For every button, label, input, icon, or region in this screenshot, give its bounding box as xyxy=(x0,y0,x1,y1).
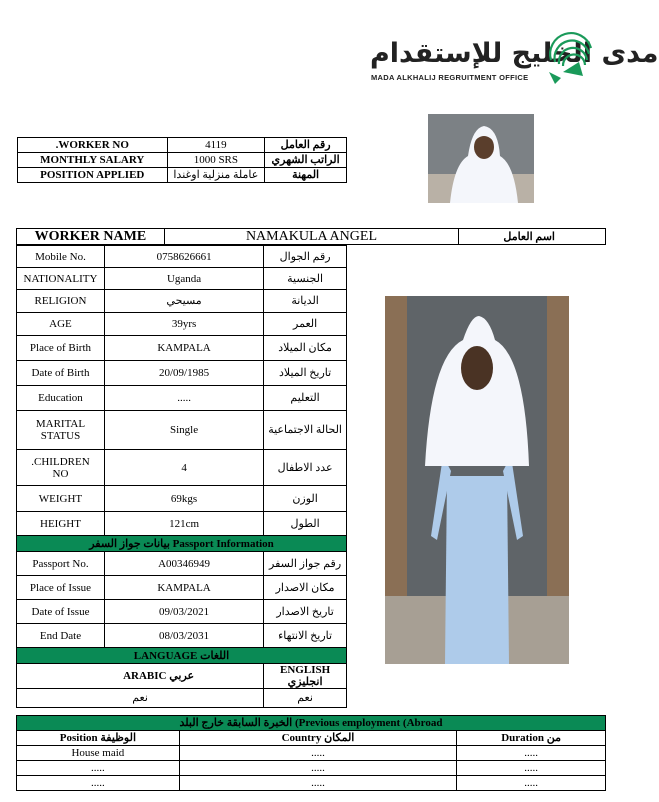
detail-value: ..... xyxy=(104,386,263,411)
previous-row xyxy=(17,761,606,776)
passport-row xyxy=(17,600,347,624)
passport-label-ar: رقم جواز السفر xyxy=(264,552,347,576)
passport-value: KAMPALA xyxy=(104,576,263,600)
detail-label-ar: الجنسية xyxy=(264,268,347,290)
detail-value: 0758626661 xyxy=(104,246,263,268)
passport-value: A00346949 xyxy=(104,552,263,576)
detail-label: AGE xyxy=(17,313,105,336)
passport-label-ar: مكان الاصدار xyxy=(264,576,347,600)
detail-label-ar: الطول xyxy=(264,512,347,536)
detail-label-ar: الحالة الاجتماعية xyxy=(264,411,347,450)
summary-row xyxy=(18,168,347,183)
passport-label: Passport No. xyxy=(17,552,105,576)
previous-header-position: Position الوظيفة xyxy=(17,731,180,746)
detail-row xyxy=(17,386,347,411)
summary-label: MONTHLY SALARY xyxy=(18,153,168,168)
worker-photo-large xyxy=(385,296,569,664)
detail-label-ar: تاريخ الميلاد xyxy=(264,361,347,386)
detail-label: Education xyxy=(17,386,105,411)
summary-value: 1000 SRS xyxy=(167,153,265,168)
previous-duration: ..... xyxy=(457,776,606,791)
detail-value: 4 xyxy=(104,450,263,486)
previous-country: ..... xyxy=(179,761,456,776)
detail-label: RELIGION xyxy=(17,290,105,313)
detail-label-ar: رقم الجوال xyxy=(264,246,347,268)
summary-label-ar: رقم العامل xyxy=(265,138,347,153)
detail-label: NATIONALITY xyxy=(17,268,105,290)
summary-row xyxy=(18,153,347,168)
passport-row xyxy=(17,552,347,576)
passport-label: End Date xyxy=(17,624,105,648)
summary-value: 4119 xyxy=(167,138,265,153)
passport-label-ar: تاريخ الاصدار xyxy=(264,600,347,624)
summary-label: .WORKER NO xyxy=(18,138,168,153)
summary-label-ar: المهنة xyxy=(265,168,347,183)
previous-country: ..... xyxy=(179,746,456,761)
detail-label: Place of Birth xyxy=(17,336,105,361)
summary-value: عاملة منزلية اوغندا xyxy=(167,168,265,183)
previous-row xyxy=(17,776,606,791)
passport-label: Date of Issue xyxy=(17,600,105,624)
detail-label-ar: الوزن xyxy=(264,486,347,512)
passport-row xyxy=(17,624,347,648)
detail-label-ar: التعليم xyxy=(264,386,347,411)
company-logo-icon xyxy=(543,32,599,88)
summary-label-ar: الراتب الشهري xyxy=(265,153,347,168)
detail-value: 39yrs xyxy=(104,313,263,336)
detail-label: Date of Birth xyxy=(17,361,105,386)
language-section-title: LANGUAGE اللغات xyxy=(17,648,347,664)
detail-row xyxy=(17,411,347,450)
previous-duration: ..... xyxy=(457,746,606,761)
language-arabic-value: نعم xyxy=(17,689,264,708)
detail-value: KAMPALA xyxy=(104,336,263,361)
detail-row xyxy=(17,313,347,336)
summary-table xyxy=(17,137,347,183)
detail-row xyxy=(17,290,347,313)
worker-name-label: WORKER NAME xyxy=(17,229,165,245)
worker-details-table xyxy=(16,245,347,708)
passport-section-title: بيانات جواز السفر Passport Information xyxy=(17,536,347,552)
language-english-label: ENGLISH انجليزي xyxy=(264,664,347,689)
summary-label: POSITION APPLIED xyxy=(18,168,168,183)
language-english-value: نعم xyxy=(264,689,347,708)
detail-value: Uganda xyxy=(104,268,263,290)
detail-row xyxy=(17,361,347,386)
detail-label-ar: عدد الاطفال xyxy=(264,450,347,486)
language-arabic-label: ARABIC عربي xyxy=(17,664,264,689)
passport-label-ar: تاريخ الانتهاء xyxy=(264,624,347,648)
previous-header-duration: Duration من xyxy=(457,731,606,746)
detail-value: 20/09/1985 xyxy=(104,361,263,386)
detail-label: .CHILDREN NO xyxy=(17,450,105,486)
detail-value: 69kgs xyxy=(104,486,263,512)
detail-label: Mobile No. xyxy=(17,246,105,268)
company-logo-arabic: مدى الخليج للإستقدام xyxy=(370,38,659,69)
company-logo-english: MADA ALKHALIJ REGRUITMENT OFFICE xyxy=(371,73,529,82)
detail-label: WEIGHT xyxy=(17,486,105,512)
detail-row xyxy=(17,268,347,290)
passport-label: Place of Issue xyxy=(17,576,105,600)
passport-value: 09/03/2021 xyxy=(104,600,263,624)
worker-name-value: NAMAKULA ANGEL xyxy=(164,229,458,245)
detail-row xyxy=(17,246,347,268)
detail-row xyxy=(17,486,347,512)
detail-row xyxy=(17,450,347,486)
previous-employment-title: الخبرة السابقة خارج البلد (Previous employment (Abroad xyxy=(17,716,606,731)
passport-row xyxy=(17,576,347,600)
worker-photo-small xyxy=(428,114,534,203)
detail-label: MARITAL STATUS xyxy=(17,411,105,450)
previous-position: ..... xyxy=(17,761,180,776)
summary-row xyxy=(18,138,347,153)
previous-employment-table xyxy=(16,715,606,791)
detail-value: Single xyxy=(104,411,263,450)
detail-row xyxy=(17,336,347,361)
detail-label-ar: الديانة xyxy=(264,290,347,313)
previous-header-country: Country المكان xyxy=(179,731,456,746)
worker-name-label-ar: اسم العامل xyxy=(459,229,606,245)
detail-label: HEIGHT xyxy=(17,512,105,536)
detail-label-ar: مكان الميلاد xyxy=(264,336,347,361)
previous-duration: ..... xyxy=(457,761,606,776)
worker-name-table xyxy=(16,228,606,245)
previous-position: ..... xyxy=(17,776,180,791)
detail-label-ar: العمر xyxy=(264,313,347,336)
previous-position: House maid xyxy=(17,746,180,761)
passport-value: 08/03/2031 xyxy=(104,624,263,648)
detail-value: مسيحي xyxy=(104,290,263,313)
previous-row xyxy=(17,746,606,761)
detail-value: 121cm xyxy=(104,512,263,536)
previous-country: ..... xyxy=(179,776,456,791)
detail-row xyxy=(17,512,347,536)
